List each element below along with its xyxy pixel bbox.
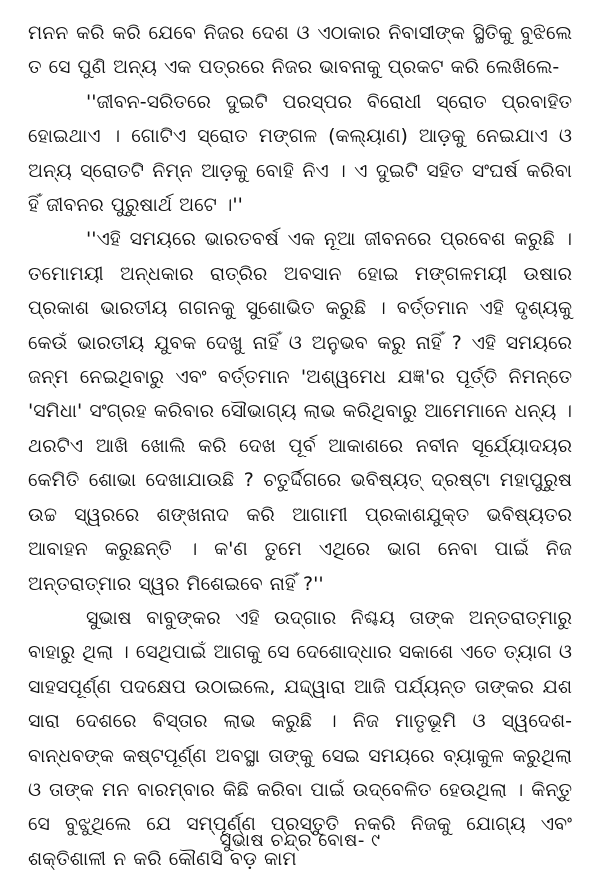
- paragraph-quote-life-stream: ''ଜୀବନ-ସରିତରେ ଦୁଇଟି ପରସ୍ପର ବିରୋଧୀ ସ୍ରୋତ ପ୍ରବାହିତ ହୋଇଥାଏ । ଗୋଟିଏ ସ୍ରୋତ ମଙ୍ଗଳ (କଲ୍ୟାଣ) ଆଡ଼କୁ ନେଇଯାଏ ଓ ଅନ୍ୟ ସ୍ରୋତଟି ନିମ୍ନ ଆଡ଼କୁ ବୋହି ନିଏ । ଏ ଦୁଇଟି ସହିତ ସଂଘର୍ଷ କରିବା ହିଁ ଜୀବନର ପୁରୁଷାର୍ଥ ଅଟେ ।'': [28, 90, 572, 217]
- paragraph-subhash-reflection: ସୁଭାଷ ବାବୁଙ୍କର ଏହି ଉଦ୍‌ଗାର ନିଶ୍ଚୟ ତାଙ୍କ ଅନ୍ତରାତ୍ମାରୁ ବାହାରୁ ଥିଲା । ସେଥିପାଇଁ ଆଗକୁ ସେ ଦେଶୋଦ୍ଧାର ସକାଶେ ଏତେ ତ୍ୟାଗ ଓ ସାହସପୂର୍ଣ୍ଣ ପଦକ୍ଷେପ ଉଠାଇଲେ, ଯଦ୍ଦ୍ୱାରା ଆଜି ପର୍ଯ୍ୟନ୍ତ ତାଙ୍କର ଯଶ ସାରା ଦେଶରେ ବିସ୍ତାର ଲାଭ କରୁଛି । ନିଜ ମାତୃଭୂମି ଓ ସ୍ୱଦେଶ-ବାନ୍ଧବଙ୍କ କଷ୍ଟପୂର୍ଣ୍ଣ ଅବସ୍ଥା ତାଙ୍କୁ ସେଇ ସମୟରେ ବ୍ୟାକୁଳ କରୁଥିଲା ଓ ତାଙ୍କ ମନ ବାରମ୍ବାର କିଛି କରିବା ପାଇଁ ଉଦ୍‌ବେଳିତ ହେଉଥିଲା । କିନ୍ତୁ ସେ ବୁଝୁଥିଲେ ଯେ ସମ୍ପୂର୍ଣ୍ଣ ପ୍ରସ୍ତୁତି ନକରି ନିଜକୁ ଯୋଗ୍ୟ ଏବଂ ଶକ୍ତିଶାଳୀ ନ କରି କୌଣସି ବଡ଼ କାମ: [28, 606, 572, 870]
- page-footer: ସୁଭାଷ ଚନ୍ଦ୍ର ବୋଷ- ୯: [219, 830, 381, 851]
- paragraph-intro: ମନନ କରି କରି ଯେବେ ନିଜର ଦେଶ ଓ ଏଠାକାର ନିବାସୀଙ୍କ ସ୍ଥିତିକୁ ବୁଝିଲେ ତ ସେ ପୁଣି ଅନ୍ୟ ଏକ ପତ୍ରରେ ନିଜର ଭାବନାକୁ ପ୍ରକଟ କରି ଲେଖିଲେ-: [28, 22, 572, 79]
- paragraph-quote-india-dawn: ''ଏହି ସମୟରେ ଭାରତବର୍ଷ ଏକ ନୂଆ ଜୀବନରେ ପ୍ରବେଶ କରୁଛି । ତମୋମୟୀ ଅନ୍ଧକାର ରାତ୍ରିର ଅବସାନ ହୋଇ ମଙ୍ଗଳମୟୀ ଉଷାର ପ୍ରକାଶ ଭାରତୀୟ ଗଗନକୁ ସୁଶୋଭିତ କରୁଛି । ବର୍ତ୍ତମାନ ଏହି ଦୃଶ୍ୟକୁ କେଉଁ ଭାରତୀୟ ଯୁବକ ଦେଖୁ ନାହିଁ ଓ ଅନୁଭବ କରୁ ନାହିଁ ? ଏହି ସମୟରେ ଜନ୍ମ ନେଇଥିବାରୁ ଏବଂ ବର୍ତ୍ତମାନ 'ଅଶ୍ୱମେଧ ଯଜ୍ଞ'ର ପୂର୍ତ୍ତି ନିମନ୍ତେ 'ସମିଧା' ସଂଗ୍ରହ କରିବାର ସୌଭାଗ୍ୟ ଲାଭ କରିଥିବାରୁ ଆମେମାନେ ଧନ୍ୟ । ଥରଟିଏ ଆଖି ଖୋଲି କରି ଦେଖ ପୂର୍ବ ଆକାଶରେ ନବୀନ ସୂର୍ଯ୍ୟୋଦୟର କେମିତି ଶୋଭା ଦେଖାଯାଉଛି ? ଚତୁର୍ଦ୍ଦିଗରେ ଭବିଷ୍ୟତ୍ ଦ୍ରଷ୍ଟା ମହାପୁରୁଷ ଉଚ୍ଚ ସ୍ୱରରେ ଶଙ୍ଖନାଦ କରି ଆଗାମୀ ପ୍ରକାଶଯୁକ୍ତ ଭବିଷ୍ୟତର ଆବାହନ କରୁଛନ୍ତି । କ'ଣ ତୁମେ ଏଥିରେ ଭାଗ ନେବା ପାଇଁ ନିଜ ଅନ୍ତରାତ୍ମାର ସ୍ୱର ମିଶେଇବେ ନାହିଁ ?'': [28, 228, 572, 595]
